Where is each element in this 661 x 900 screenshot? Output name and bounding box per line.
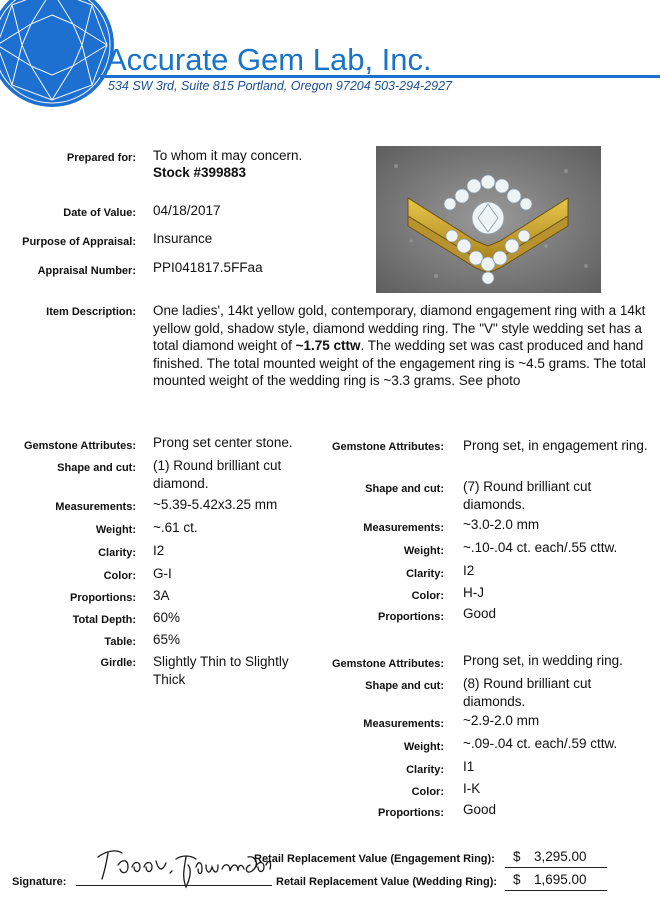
wedding-proportions-value: Good [463, 802, 497, 817]
signature-label: Signature: [12, 876, 67, 888]
stock-number: Stock #399883 [153, 165, 247, 180]
engagement-measurements-value: ~3.0-2.0 mm [463, 517, 540, 532]
center-color-value: G-I [153, 566, 172, 581]
total-weight: ~1.75 cttw [295, 338, 361, 353]
wedding-value-currency: $ [513, 872, 521, 887]
date-value: 04/18/2017 [153, 203, 221, 218]
wedding-weight-value: ~.09-.04 ct. each/.59 cttw. [463, 736, 618, 751]
center-proportions-label: Proportions: [70, 592, 136, 604]
wedding-weight-label: Weight: [403, 741, 444, 753]
signature-line [76, 885, 272, 886]
appraisal-number-value: PPI041817.5FFaa [153, 260, 263, 275]
engagement-proportions-value: Good [463, 606, 497, 621]
center-shape-value: (1) Round brilliant cut diamond. [153, 458, 282, 491]
center-gemstone-label: Gemstone Attributes: [23, 440, 136, 452]
engagement-value-currency: $ [513, 849, 521, 864]
engagement-clarity-label: Clarity: [406, 568, 444, 580]
wedding-measurements-value: ~2.9-2.0 mm [463, 713, 540, 728]
wedding-value-amount: 1,695.00 [534, 872, 587, 887]
center-measurements-label: Measurements: [55, 501, 136, 513]
wedding-value-underline [505, 890, 607, 891]
center-gemstone-value: Prong set center stone. [153, 435, 293, 450]
center-depth-label: Total Depth: [72, 614, 136, 626]
description-text-end: . The wedding set was cast produced and hand finished. The total mounted weight of the engagement ring is ~4.5 grams. The total mounted weight of the wedding ring is ~3.3 grams. See photo [153, 338, 646, 388]
center-girdle-value: Slightly Thin to Slightly Thick [153, 654, 289, 687]
engagement-gemstone-value: Prong set, in engagement ring. [463, 438, 648, 453]
wedding-gemstone-label: Gemstone Attributes: [331, 658, 444, 670]
engagement-clarity-value: I2 [463, 563, 475, 578]
handwritten-signature [92, 835, 277, 891]
center-table-label: Table: [104, 636, 136, 648]
appraisal-number-label: Appraisal Number: [37, 265, 136, 277]
item-description-label: Item Description: [46, 306, 136, 318]
wedding-shape-value: (8) Round brilliant cut diamonds. [463, 676, 592, 709]
wedding-color-label: Color: [411, 786, 444, 798]
center-measurements-value: ~5.39-5.42x3.25 mm [153, 497, 278, 512]
wedding-color-value: I-K [463, 781, 481, 796]
company-name: Accurate Gem Lab, Inc. [106, 42, 432, 77]
center-proportions-value: 3A [153, 588, 170, 603]
center-girdle-label: Girdle: [100, 657, 136, 669]
engagement-value-amount: 3,295.00 [534, 849, 587, 864]
wedding-measurements-label: Measurements: [363, 718, 444, 730]
letterhead [0, 0, 661, 110]
wedding-gemstone-value: Prong set, in wedding ring. [463, 653, 623, 668]
engagement-color-value: H-J [463, 585, 484, 600]
center-clarity-label: Clarity: [98, 547, 136, 559]
center-shape-label: Shape and cut: [57, 462, 136, 474]
center-color-label: Color: [103, 570, 136, 582]
engagement-proportions-label: Proportions: [378, 611, 444, 623]
wedding-clarity-label: Clarity: [406, 764, 444, 776]
engagement-gemstone-label: Gemstone Attributes: [331, 441, 444, 453]
center-table-value: 65% [153, 632, 181, 647]
engagement-shape-label: Shape and cut: [365, 483, 444, 495]
engagement-value-label: Retail Replacement Value (Engagement Ring): [254, 853, 495, 865]
ring-photo [376, 146, 601, 293]
purpose-label: Purpose of Appraisal: [22, 236, 136, 248]
center-depth-value: 60% [153, 610, 181, 625]
engagement-shape-value: (7) Round brilliant cut diamonds. [463, 479, 592, 512]
engagement-measurements-label: Measurements: [363, 522, 444, 534]
center-clarity-value: I2 [153, 543, 165, 558]
engagement-weight-value: ~.10-.04 ct. each/.55 cttw. [463, 540, 618, 555]
center-weight-label: Weight: [95, 524, 136, 536]
wedding-proportions-label: Proportions: [378, 807, 444, 819]
center-weight-value: ~.61 ct. [153, 520, 198, 535]
engagement-weight-label: Weight: [403, 545, 444, 557]
purpose-value: Insurance [153, 231, 213, 246]
wedding-shape-label: Shape and cut: [365, 680, 444, 692]
engagement-color-label: Color: [411, 590, 444, 602]
engagement-value-underline [505, 867, 607, 868]
date-label: Date of Value: [63, 207, 136, 219]
wedding-value-label: Retail Replacement Value (Wedding Ring): [276, 876, 498, 888]
item-description [153, 302, 653, 390]
wedding-clarity-value: I1 [463, 759, 475, 774]
prepared-for-value: To whom it may concern. [153, 148, 303, 163]
company-address: 534 SW 3rd, Suite 815 Portland, Oregon 97204 503-294-2927 [108, 79, 452, 93]
prepared-for-label: Prepared for: [66, 152, 136, 164]
description-text: One ladies', 14kt yellow gold, contemporary, diamond engagement ring with a 14kt yellow gold, shadow style, diamond wedding ring. The "V" style wedding set has a total diamond weight of [153, 303, 646, 353]
